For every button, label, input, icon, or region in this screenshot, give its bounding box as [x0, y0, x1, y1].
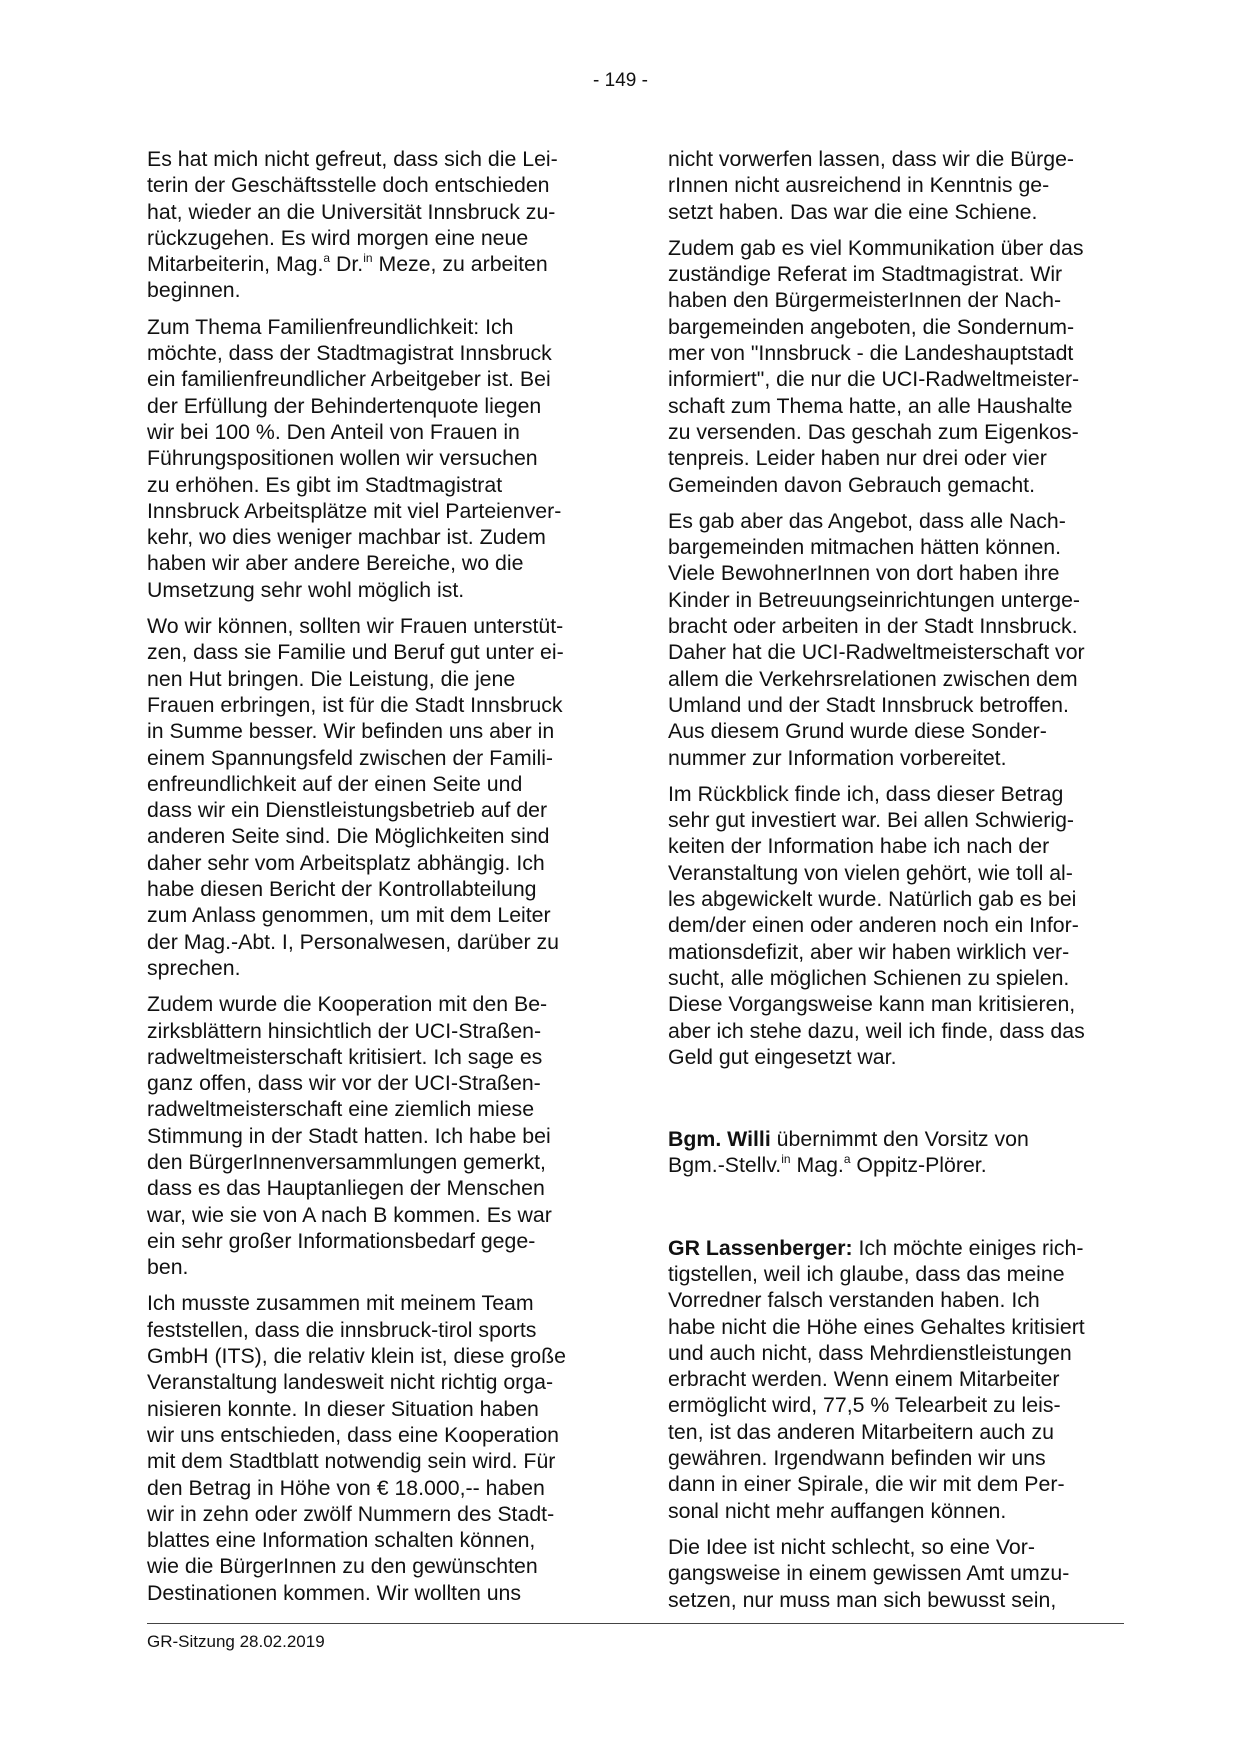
- text-line: enfreundlichkeit auf der einen Seite und: [147, 771, 523, 796]
- text-line: sehr gut investiert war. Bei allen Schwierig-: [668, 808, 1075, 833]
- text-line: Destinationen kommen. Wir wollten uns: [147, 1580, 522, 1605]
- text-fragment: Mitarbeiterin, Mag.: [147, 252, 324, 277]
- speaker-name: GR Lassenberger:: [668, 1235, 853, 1260]
- text-line: les abgewickelt wurde. Natürlich gab es bei: [668, 887, 1077, 912]
- text-line: zu versenden. Das geschah zum Eigenkos-: [668, 419, 1079, 444]
- text-line: Im Rückblick finde ich, dass dieser Betrag: [668, 781, 1064, 806]
- text-line: GmbH (ITS), die relativ klein ist, diese große: [147, 1344, 566, 1369]
- text-line: gangsweise in einem gewissen Amt umzu-: [668, 1561, 1070, 1586]
- text-line: schaft zum Thema hatte, an alle Haushalte: [668, 393, 1073, 418]
- paragraph: [668, 235, 1125, 498]
- text-fragment: Dr.: [330, 252, 364, 277]
- text-line: mit dem Stadtblatt notwendig sein wird. Für: [147, 1449, 556, 1474]
- text-line: setzt haben. Das war die eine Schiene.: [668, 199, 1038, 224]
- paragraph: [147, 314, 604, 603]
- text-line: Wo wir können, sollten wir Frauen unterstüt-: [147, 614, 564, 639]
- text-line: allem die Verkehrsrelationen zwischen dem: [668, 666, 1078, 691]
- page-number: - 149 -: [593, 70, 648, 91]
- text-line: Kinder in Betreuungseinrichtungen unterge-: [668, 587, 1081, 612]
- text-line: haben den BürgermeisterInnen der Nach-: [668, 288, 1062, 313]
- superscript: a: [323, 251, 331, 266]
- text-line: Stimmung in der Stadt hatten. Ich habe bei: [147, 1123, 551, 1148]
- text-line: radweltmeisterschaft eine ziemlich miese: [147, 1097, 535, 1122]
- text-line: blattes eine Information schalten können,: [147, 1528, 536, 1553]
- text-line: habe nicht die Höhe eines Gehaltes kritisiert: [668, 1314, 1085, 1339]
- text-line: ermöglicht wird, 77,5 % Telearbeit zu leis-: [668, 1393, 1061, 1418]
- text-line: keiten der Information habe ich nach der: [668, 834, 1050, 859]
- text-line: wir bei 100 %. Den Anteil von Frauen in: [147, 419, 520, 444]
- superscript: in: [781, 1152, 791, 1167]
- text-line: Zum Thema Familienfreundlichkeit: Ich: [147, 314, 514, 339]
- text-line: ben.: [147, 1255, 189, 1280]
- text-line: wir in zehn oder zwölf Nummern des Stadt-: [147, 1501, 555, 1526]
- text-line: zum Anlass genommen, um mit dem Leiter: [147, 903, 551, 928]
- text-line: zirksblättern hinsichtlich der UCI-Straßen-: [147, 1018, 542, 1043]
- text-line: terin der Geschäftsstelle doch entschieden: [147, 173, 550, 198]
- paragraph: [147, 146, 604, 304]
- text-line: ein sehr großer Informationsbedarf gege-: [147, 1228, 536, 1253]
- text-line: tigstellen, weil ich glaube, dass das meine: [668, 1261, 1065, 1286]
- text-line: feststellen, dass die innsbruck-tirol sports: [147, 1317, 537, 1342]
- text-fragment: Meze, zu arbeiten: [372, 252, 548, 277]
- text-line: rückzugehen. Es wird morgen eine neue: [147, 225, 529, 250]
- superscript: in: [363, 251, 373, 266]
- text-line: einem Spannungsfeld zwischen der Famili-: [147, 745, 554, 770]
- text-line: Veranstaltung landesweit nicht richtig orga-: [147, 1370, 554, 1395]
- text-line: mer von "Innsbruck - die Landeshauptstadt: [668, 341, 1074, 366]
- text-line: Diese Vorgangsweise kann man kritisieren,: [668, 992, 1076, 1017]
- text-line: Die Idee ist nicht schlecht, so eine Vor-: [668, 1534, 1035, 1559]
- text-line: und auch nicht, dass Mehrdienstleistungen: [668, 1340, 1072, 1365]
- text-line: der Erfüllung der Behindertenquote liegen: [147, 393, 542, 418]
- text-line: Zudem wurde die Kooperation mit den Be-: [147, 992, 548, 1017]
- paragraph: [147, 1290, 604, 1606]
- text-line: [668, 1152, 1125, 1178]
- text-line: Führungspositionen wollen wir versuchen: [147, 446, 538, 471]
- text-line: hat, wieder an die Universität Innsbruck zu-: [147, 199, 556, 224]
- text-line: Geld gut eingesetzt war.: [668, 1044, 897, 1069]
- text-line: möchte, dass der Stadtmagistrat Innsbruck: [147, 341, 552, 366]
- text-line: Umsetzung sehr wohl möglich ist.: [147, 577, 465, 602]
- text-line: dass es das Hauptanliegen der Menschen: [147, 1176, 545, 1201]
- paragraph: [147, 991, 604, 1280]
- right-column: [668, 146, 1125, 1613]
- text-line: mationsdefizit, aber wir haben wirklich ver-: [668, 939, 1070, 964]
- text-line: Innsbruck Arbeitsplätze mit viel Parteienver-: [147, 498, 562, 523]
- text-line: haben wir aber andere Bereiche, wo die: [147, 551, 524, 576]
- paragraph: [147, 613, 604, 981]
- text-line: Veranstaltung von vielen gehört, wie toll al-: [668, 860, 1073, 885]
- text-line: gewähren. Irgendwann befinden wir uns: [668, 1446, 1046, 1471]
- text-line: dass wir ein Dienstleistungsbetrieb auf der: [147, 798, 548, 823]
- text-line: kehr, wo dies weniger machbar ist. Zudem: [147, 525, 546, 550]
- text-line: Zudem gab es viel Kommunikation über das: [668, 235, 1084, 260]
- superscript: a: [843, 1152, 851, 1167]
- paragraph: [668, 508, 1125, 771]
- text-line: nisieren konnte. In dieser Situation haben: [147, 1396, 539, 1421]
- text-line: nummer zur Information vorbereitet.: [668, 745, 1007, 770]
- text-line: rInnen nicht ausreichend in Kenntnis ge-: [668, 173, 1050, 198]
- text-line: tenpreis. Leider haben nur drei oder vier: [668, 446, 1047, 471]
- text-line: Frauen erbringen, ist für die Stadt Innsbruck: [147, 692, 563, 717]
- text-line: setzen, nur muss man sich bewusst sein,: [668, 1587, 1057, 1612]
- paragraph: [668, 146, 1125, 225]
- text-line: Umland und der Stadt Innsbruck betroffen.: [668, 692, 1069, 717]
- text-line: ein familienfreundlicher Arbeitgeber ist. Bei: [147, 367, 551, 392]
- left-column: [147, 146, 604, 1606]
- text-line: wie die BürgerInnen zu den gewünschten: [147, 1554, 538, 1579]
- text-line: dann in einer Spirale, die wir mit dem Per-: [668, 1472, 1065, 1497]
- text-fragment: Mag.: [790, 1153, 844, 1178]
- text-line: Aus diesem Grund wurde diese Sonder-: [668, 719, 1047, 744]
- text-line: radweltmeisterschaft kritisiert. Ich sage es: [147, 1044, 543, 1069]
- text-line: sucht, alle möglichen Schienen zu spielen.: [668, 965, 1070, 990]
- text-line: in Summe besser. Wir befinden uns aber in: [147, 719, 555, 744]
- text-line: Es gab aber das Angebot, dass alle Nach-: [668, 508, 1066, 533]
- text-line: Viele BewohnerInnen von dort haben ihre: [668, 561, 1060, 586]
- text-line: zu erhöhen. Es gibt im Stadtmagistrat: [147, 472, 503, 497]
- text-line: Ich musste zusammen mit meinem Team: [147, 1291, 534, 1316]
- text-fragment: Bgm.-Stellv.: [668, 1153, 782, 1178]
- text-line: nicht vorwerfen lassen, dass wir die Bürge-: [668, 147, 1075, 171]
- chair-change-notice: [668, 1126, 1125, 1179]
- text-line: wir uns entschieden, dass eine Kooperation: [147, 1422, 560, 1447]
- text-line: nen Hut bringen. Die Leistung, die jene: [147, 666, 516, 691]
- text-line: bargemeinden angeboten, die Sondernum-: [668, 314, 1075, 339]
- text-line: Daher hat die UCI-Radweltmeisterschaft vor: [668, 640, 1085, 665]
- text-line: den Betrag in Höhe von € 18.000,-- haben: [147, 1475, 545, 1500]
- text-line: ten, ist das anderen Mitarbeitern auch zu: [668, 1419, 1054, 1444]
- text-line: [668, 1126, 1125, 1152]
- footer-divider: [147, 1623, 1124, 1624]
- text-line: [147, 251, 604, 277]
- paragraph: [668, 781, 1125, 1070]
- text-line: zen, dass sie Familie und Beruf gut unter ei-: [147, 640, 564, 665]
- text-line: [668, 1235, 1125, 1261]
- paragraph: [668, 1534, 1125, 1613]
- text-line: zuständige Referat im Stadtmagistrat. Wir: [668, 262, 1063, 287]
- text-fragment: übernimmt den Vorsitz von: [770, 1127, 1029, 1152]
- text-line: daher sehr vom Arbeitsplatz abhängig. Ich: [147, 850, 545, 875]
- text-fragment: Oppitz-Plörer.: [850, 1153, 987, 1178]
- text-line: beginnen.: [147, 278, 241, 303]
- text-line: Gemeinden davon Gebrauch gemacht.: [668, 472, 1036, 497]
- text-line: aber ich stehe dazu, weil ich finde, dass das: [668, 1018, 1085, 1043]
- speaker-name: Bgm. Willi: [668, 1127, 771, 1152]
- text-line: ganz offen, dass wir vor der UCI-Straßen-: [147, 1071, 541, 1096]
- text-fragment: Ich möchte einiges rich-: [852, 1235, 1084, 1260]
- text-line: Es hat mich nicht gefreut, dass sich die Lei-: [147, 147, 558, 171]
- text-line: sprechen.: [147, 955, 241, 980]
- text-line: anderen Seite sind. Die Möglichkeiten sind: [147, 824, 550, 849]
- text-line: bracht oder arbeiten in der Stadt Innsbruck.: [668, 614, 1078, 639]
- text-line: erbracht werden. Wenn einem Mitarbeiter: [668, 1367, 1060, 1392]
- footer-session-date: GR-Sitzung 28.02.2019: [147, 1632, 325, 1651]
- speaker-paragraph: [668, 1235, 1125, 1524]
- text-line: bargemeinden mitmachen hätten können.: [668, 535, 1062, 560]
- text-line: habe diesen Bericht der Kontrollabteilung: [147, 877, 537, 902]
- text-line: informiert", die nur die UCI-Radweltmeister-: [668, 367, 1080, 392]
- text-line: sonal nicht mehr auffangen können.: [668, 1498, 1007, 1523]
- text-line: dem/der einen oder anderen noch ein Infor-: [668, 913, 1079, 938]
- text-line: Vorredner falsch verstanden haben. Ich: [668, 1288, 1040, 1313]
- text-line: der Mag.-Abt. I, Personalwesen, darüber zu: [147, 929, 559, 954]
- text-line: den BürgerInnenversammlungen gemerkt,: [147, 1149, 546, 1174]
- text-line: war, wie sie von A nach B kommen. Es war: [147, 1202, 552, 1227]
